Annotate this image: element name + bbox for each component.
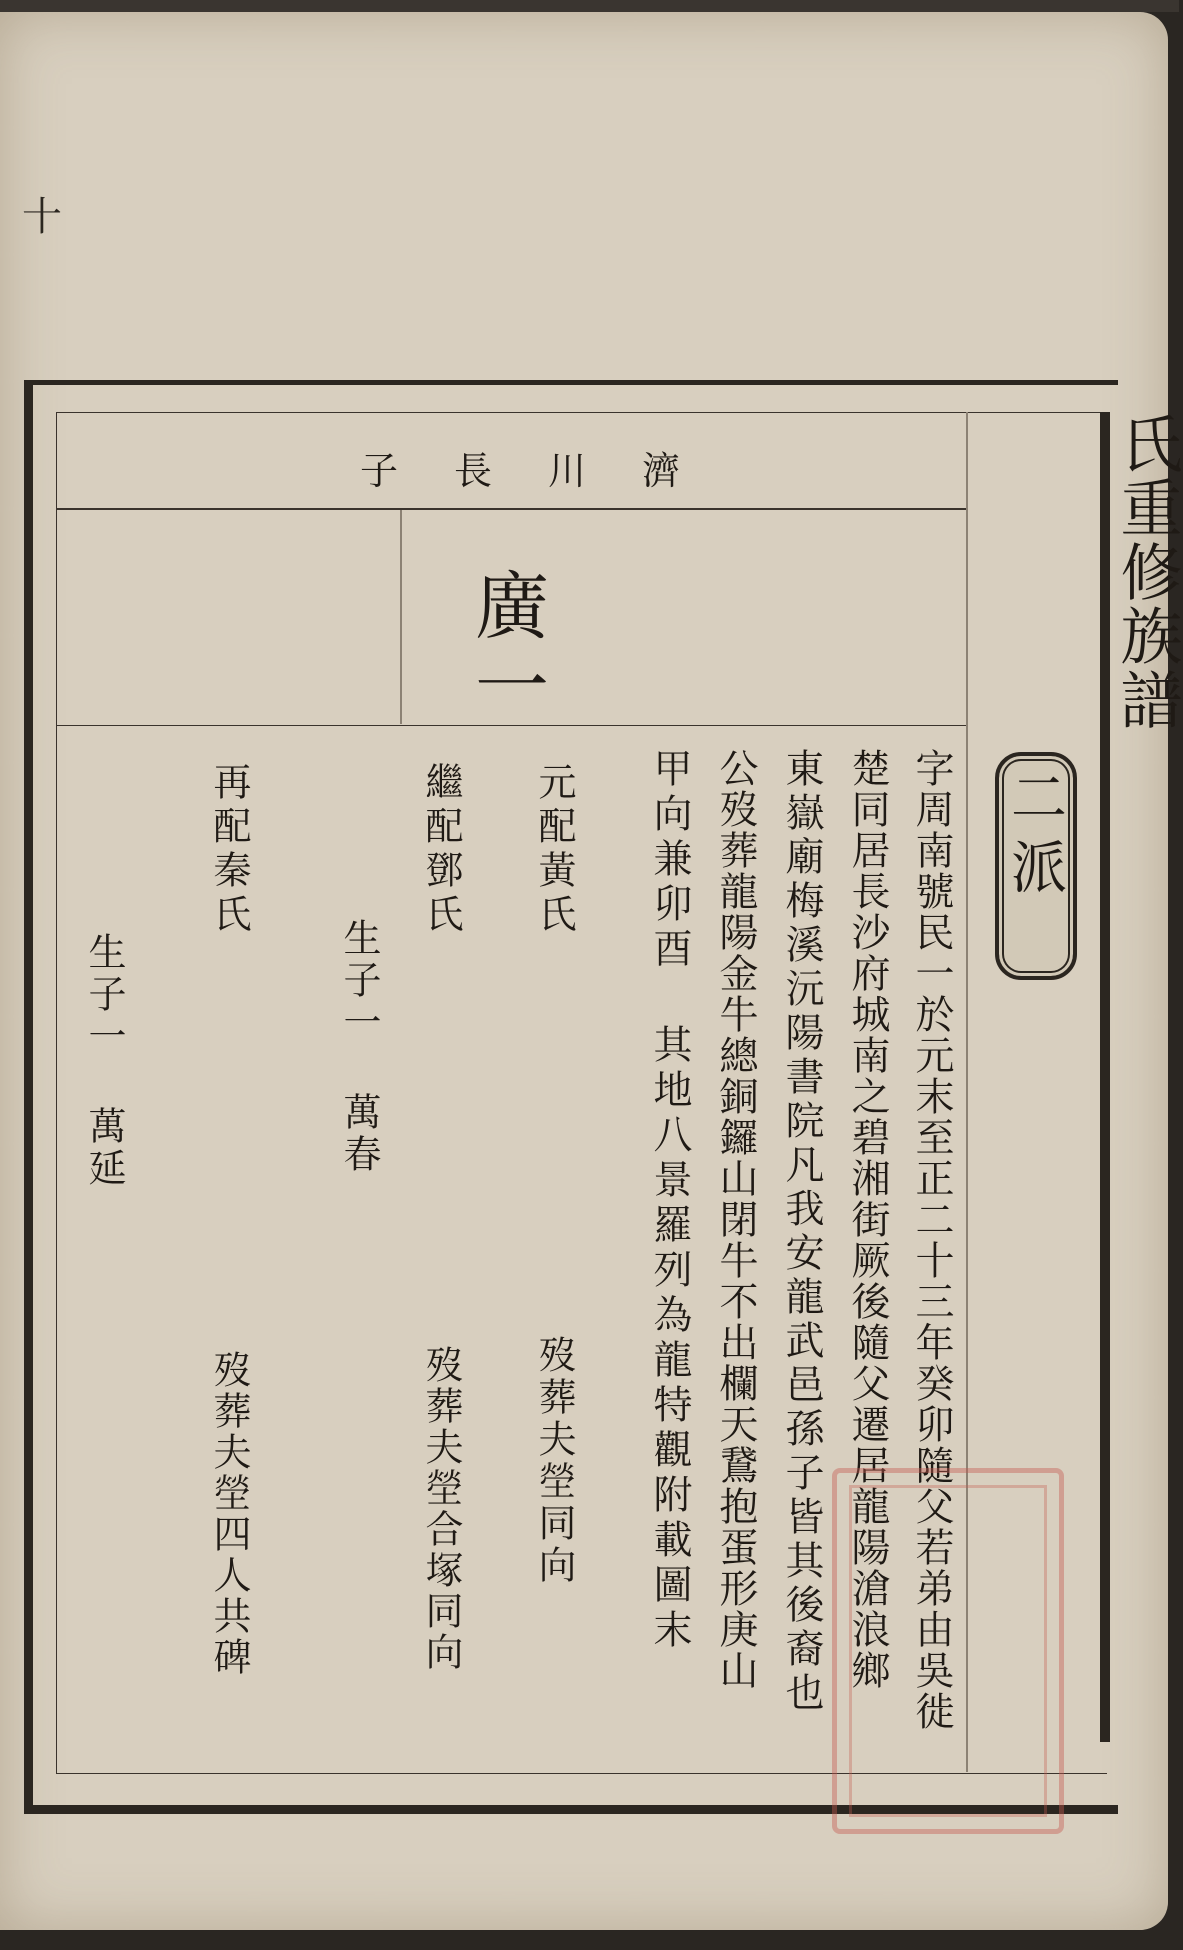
biography-line-2: 楚同居長沙府城南之碧湘街厥後隨父遷居龍陽滄浪鄉 — [845, 748, 890, 1691]
ancestor-name-char-1: 廣 — [475, 564, 549, 650]
margin-mark: 十 — [22, 194, 62, 240]
biography-line-1: 字周南號民一於元末至正二十三年癸卯隨父若弟由吳徙 — [909, 748, 954, 1732]
biography-line-5: 甲向兼卯酉 其地八景羅列為龍特觀附載圖末 — [647, 748, 692, 1654]
red-seal-stamp — [832, 1468, 1064, 1834]
spine-title: 氏重修族譜 — [1110, 412, 1183, 732]
biography-line-4: 公歿葬龍陽金牛總銅鑼山閉牛不出欄天鵞抱蛋形庚山 — [713, 748, 758, 1691]
spouse-2-burial: 歿葬夫塋合塚同向 — [419, 1345, 463, 1673]
spouse-3-title: 再配秦氏 — [207, 762, 251, 938]
generation-badge-text: 二派 — [1002, 768, 1067, 908]
spouse-2-title: 繼配鄧氏 — [419, 762, 463, 938]
spouse-3-burial: 歿葬夫塋四人共碑 — [207, 1350, 251, 1678]
spine-rule — [1100, 412, 1110, 1742]
lineage-label: 濟川長子 — [360, 449, 737, 493]
spouse-1-burial: 歿葬夫塋同向 — [532, 1335, 576, 1587]
spouse-2-children: 生子一 萬春 — [337, 918, 381, 1176]
book-edge — [0, 0, 1179, 12]
ancestor-name-char-2: 一 — [475, 644, 549, 730]
seal-glyph — [857, 1493, 1037, 1803]
spouse-1-title: 元配黃氏 — [532, 762, 576, 938]
spouse-3-children: 生子一 萬延 — [82, 932, 126, 1190]
biography-line-3: 東嶽廟梅溪沅陽書院凡我安龍武邑孫子皆其後裔也 — [779, 748, 824, 1716]
header-divider — [400, 510, 402, 724]
